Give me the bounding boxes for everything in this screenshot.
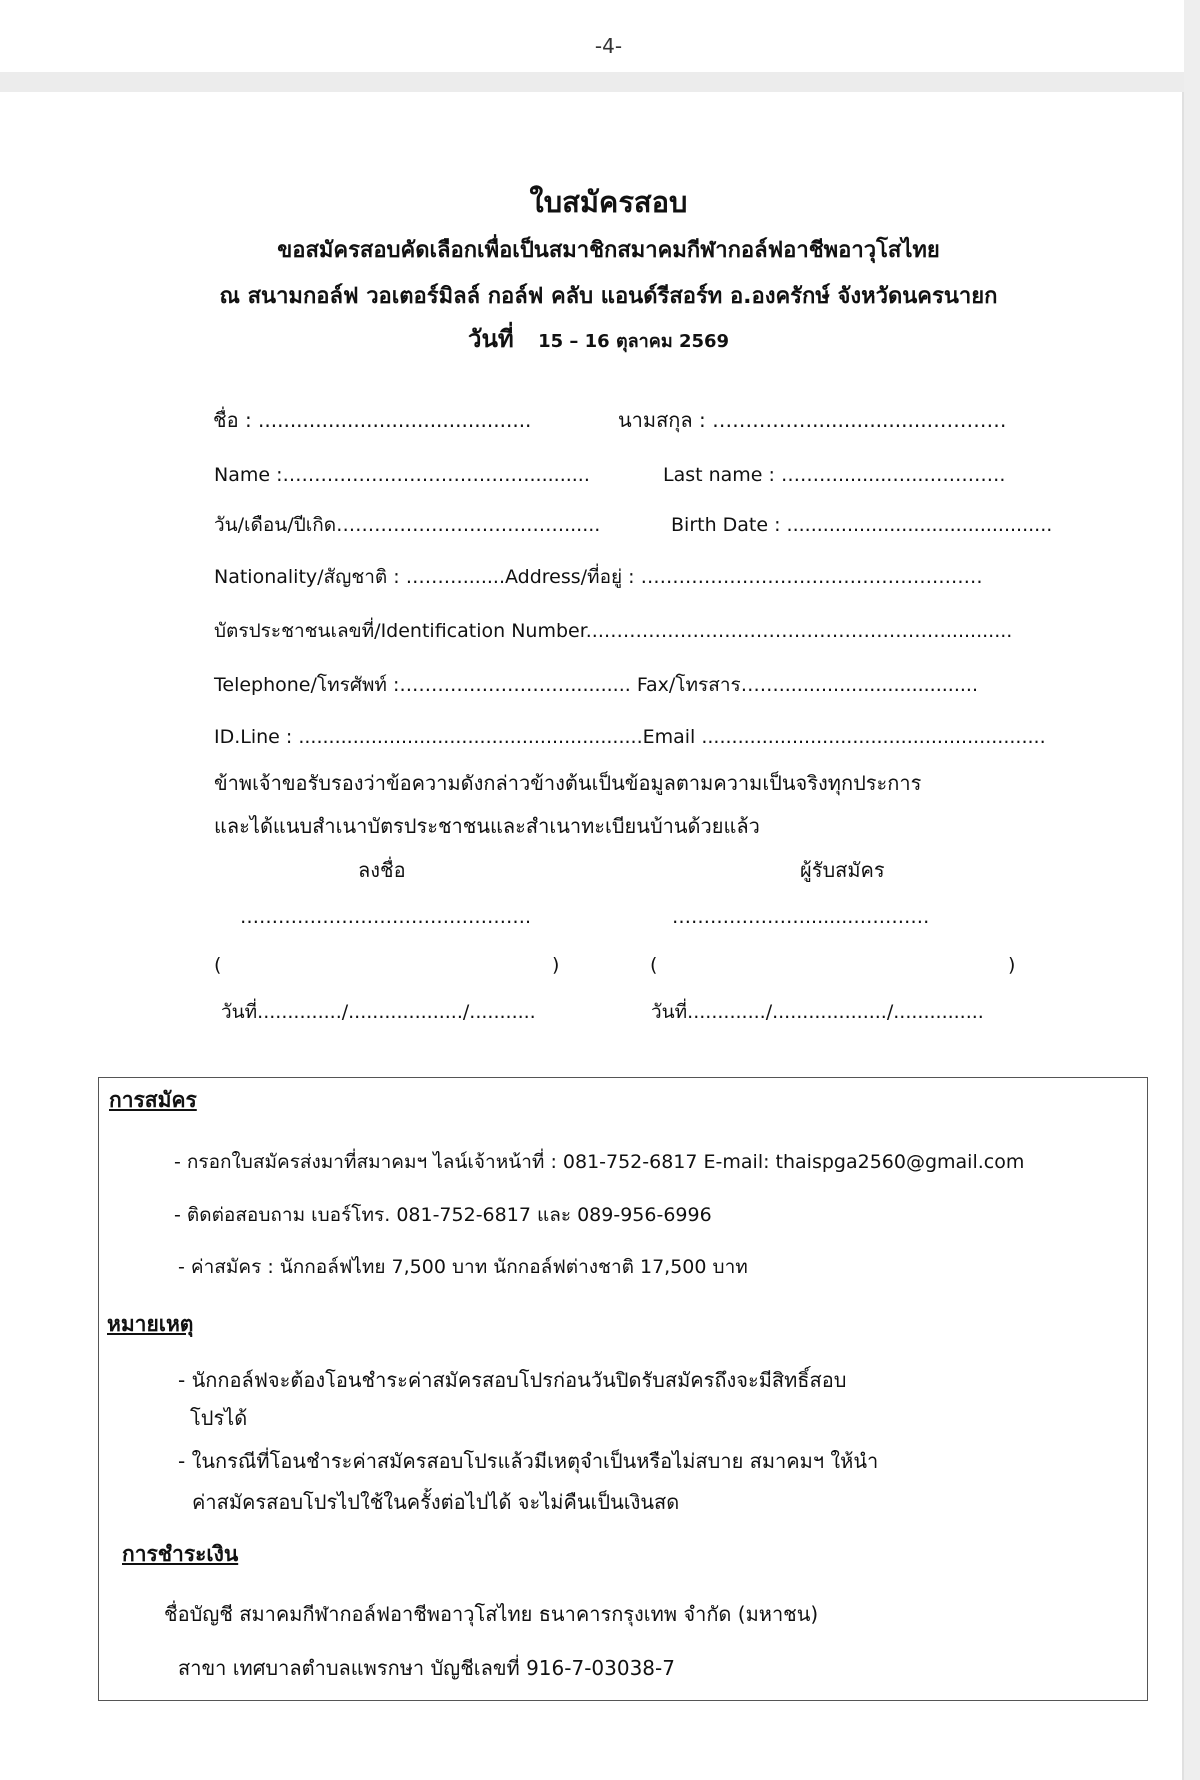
payment-heading: การชำระเงิน <box>122 1542 239 1566</box>
date-label: วันที่ <box>468 325 514 353</box>
applicant-sign-line[interactable]: ………………………………………. <box>240 906 532 928</box>
field-id-number[interactable]: บัตรประชาชนเลขที่/Identification Number...………………………………………………........... <box>214 620 1013 642</box>
apply-heading: การสมัคร <box>109 1088 197 1112</box>
receiver-sign-line[interactable]: …………………........………… <box>672 906 930 928</box>
date-value: 15 – 16 ตุลาคม 2569 <box>538 331 730 352</box>
apply-item: - กรอกใบสมัครส่งมาที่สมาคมฯ ไลน์เจ้าหน้าที่ : 081-752-6817 E-mail: thaispga2560@gmail.com <box>174 1151 1025 1173</box>
form-subtitle: ขอสมัครสอบคัดเลือกเพื่อเป็นสมาชิกสมาคมกีฬากอล์ฟอาชีพอาวุโสไทย <box>277 238 940 263</box>
receiver-sign-label: ผู้รับสมัคร <box>800 858 885 882</box>
receiver-date-line[interactable]: วันที่............./.................../............... <box>651 1001 984 1023</box>
form-title: ใบสมัครสอบ <box>529 185 688 219</box>
remark-item: ค่าสมัครสอบโปรไปใช้ในครั้งต่อไปได้ จะไม่คืนเป็นเงินสด <box>192 1490 680 1514</box>
receiver-paren-close: ) <box>1008 954 1016 976</box>
payment-account: ชื่อบัญชี สมาคมกีฬากอล์ฟอาชีพอาวุโสไทย ธนาคารกรุงเทพ จำกัด (มหาชน) <box>164 1602 819 1626</box>
field-nationality-address[interactable]: Nationality/สัญชาติ : ……….......Address/ที่อยู่ : ……………………………………………… <box>214 566 983 588</box>
field-surname-th[interactable]: นามสกุล : ……………..................………… <box>618 408 1007 432</box>
remark-item: - นักกอล์ฟจะต้องโอนชำระค่าสมัครสอบโปรก่อนวันปิดรับสมัครถึงจะมีสิทธิ์สอบ <box>178 1368 847 1392</box>
remark-item: - ในกรณีที่โอนชำระค่าสมัครสอบโปรแล้วมีเหตุจำเป็นหรือไม่สบาย สมาคมฯ ให้นำ <box>178 1449 879 1473</box>
page-separator <box>0 72 1200 92</box>
form-date <box>468 327 729 351</box>
applicant-sign-label: ลงชื่อ <box>358 858 406 882</box>
field-name-th[interactable]: ชื่อ : ........................................... <box>213 408 532 432</box>
certification-line-1: ข้าพเจ้าขอรับรองว่าข้อความดังกล่าวข้างต้นเป็นข้อมูลตามความเป็นจริงทุกประการ <box>214 771 922 795</box>
remark-heading: หมายเหตุ <box>107 1312 194 1336</box>
field-phone-fax[interactable]: Telephone/โทรศัพท์ :……………………….......... Fax/โทรสาร……................................. <box>214 674 978 696</box>
page-number: -4- <box>594 34 623 58</box>
apply-item: - ติดต่อสอบถาม เบอร์โทร. 081-752-6817 และ 089-956-6996 <box>174 1204 712 1226</box>
field-name-en[interactable]: Name :………………………………….......... <box>214 464 590 486</box>
field-line-email[interactable]: ID.Line : .........................................................Email ......................................................... <box>214 726 1046 748</box>
applicant-paren-close: ) <box>552 954 560 976</box>
field-birth-en[interactable]: Birth Date : ............................................ <box>671 514 1053 536</box>
applicant-paren-open: ( <box>214 954 222 976</box>
payment-branch: สาขา เทศบาลตำบลแพรกษา บัญชีเลขที่ 916-7-03038-7 <box>178 1656 675 1680</box>
page-edge-shadow <box>1182 92 1184 1780</box>
field-lastname-en[interactable]: Last name : ……….........…..…………. <box>663 464 1006 486</box>
remark-item: โปรได้ <box>190 1406 248 1430</box>
certification-line-2: และได้แนบสำเนาบัตรประชาชนและสำเนาทะเบียนบ้านด้วยแล้ว <box>214 814 760 838</box>
applicant-date-line[interactable]: วันที่............../.................../........... <box>221 1001 536 1023</box>
receiver-paren-open: ( <box>650 954 658 976</box>
viewer-scroll-track[interactable] <box>1184 0 1200 1780</box>
apply-item: - ค่าสมัคร : นักกอล์ฟไทย 7,500 บาท นักกอล์ฟต่างชาติ 17,500 บาท <box>178 1256 748 1278</box>
field-birth-th[interactable]: วัน/เดือน/ปีเกิด………………………………...... <box>214 514 601 536</box>
form-venue: ณ สนามกอล์ฟ วอเตอร์มิลล์ กอล์ฟ คลับ แอนด์รีสอร์ท อ.องครักษ์ จังหวัดนครนายก <box>219 284 998 309</box>
